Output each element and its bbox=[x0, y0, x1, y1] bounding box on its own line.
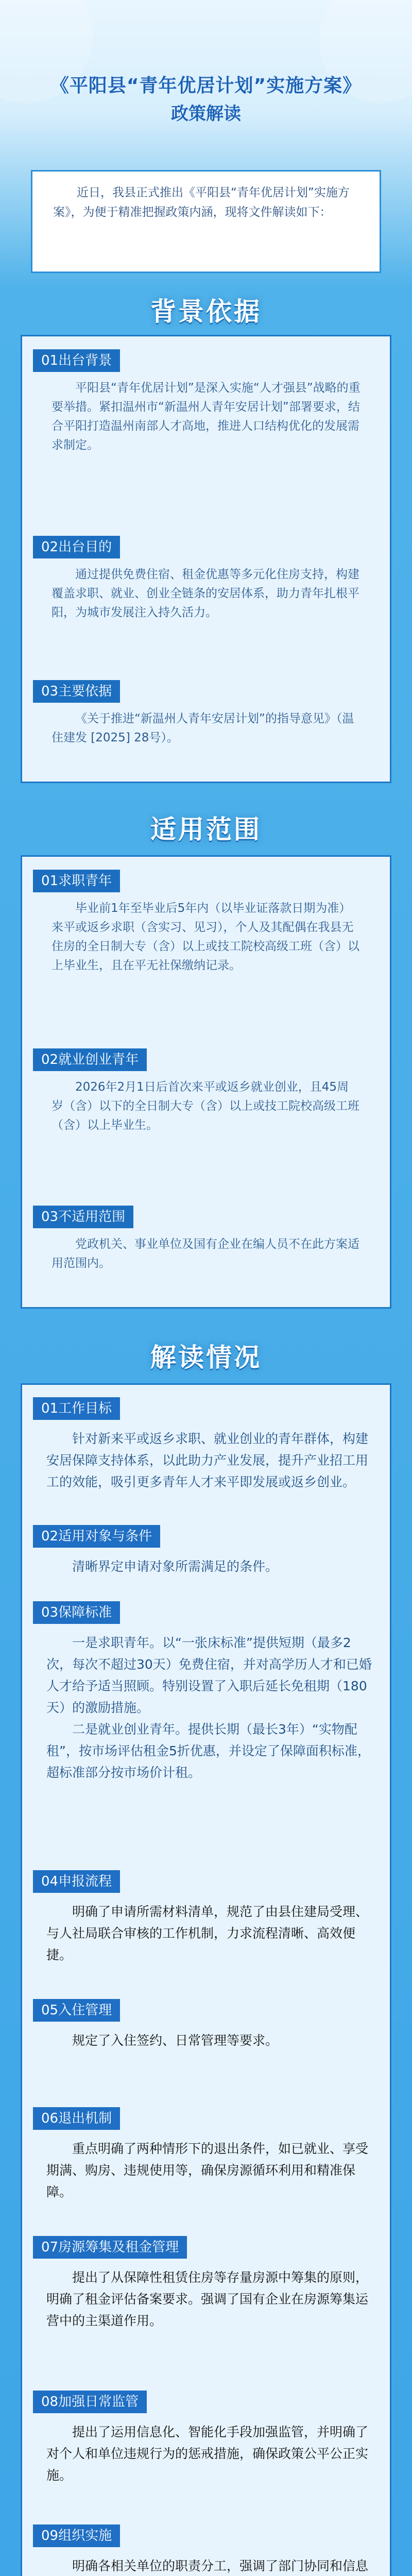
interpret-item-text bbox=[46, 2030, 376, 2052]
interpret-item-text bbox=[46, 2555, 376, 2576]
interpret-item-label: 06退出机制 bbox=[33, 2107, 120, 2130]
interpret-item-text-p: 针对新来平或返乡求职、就业创业的青年群体，构建安居保障支持体系，以此助力产业发展，提升产业招工用工的效能，吸引更多青年人才来平即发展或返乡创业。 bbox=[46, 1431, 369, 1489]
interpret-item-label: 08加强日常监管 bbox=[33, 2391, 147, 2413]
interpret-item-text bbox=[46, 1556, 376, 1578]
background-item-text bbox=[52, 565, 360, 622]
section-title-interpret: 解读情况 bbox=[150, 1343, 262, 1372]
background-item-text-p: 《关于推进“新温州人青年安居计划”的指导意见》（温住建发 [2025] 28号）。 bbox=[52, 712, 354, 744]
interpret-item-text-p: 规定了入住签约、日常管理等要求。 bbox=[72, 2033, 279, 2048]
interpret-item-text-p: 明确各相关单位的职责分工，强调了部门协同和信息 bbox=[72, 2558, 369, 2573]
background-item-text bbox=[52, 709, 360, 748]
background-item-label: 02出台目的 bbox=[33, 536, 120, 558]
scope-item-text-p: 2026年2月1日后首次来平或返乡就业创业，且45周岁（含）以下的全日制大专（含）以上或技工院校高级工班（含）以上毕业生。 bbox=[52, 1080, 359, 1132]
interpret-item-text-p: 重点明确了两种情形下的退出条件，如已就业、享受期满、购房、违规使用等，确保房源循环利用和精准保障。 bbox=[46, 2141, 369, 2199]
section-title-background: 背景依据 bbox=[150, 297, 262, 327]
interpret-item-label: 01工作目标 bbox=[33, 1397, 120, 1420]
section-title-scope: 适用范围 bbox=[150, 815, 262, 844]
background-item-text bbox=[52, 379, 360, 455]
background-item-label: 01出台背景 bbox=[33, 349, 120, 372]
interpret-item-label: 03保障标准 bbox=[33, 1601, 120, 1624]
interpret-item-label: 05入住管理 bbox=[33, 1999, 120, 2022]
scope-item-label: 03不适用范围 bbox=[33, 1206, 133, 1228]
background-item-text-p: 通过提供免费住宿、租金优惠等多元化住房支持，构建覆盖求职、就业、创业全链条的安居体系，助力青年扎根平阳，为城市发展注入持久活力。 bbox=[52, 568, 359, 619]
page-title: 《平阳县“青年优居计划”实施方案》 bbox=[50, 75, 362, 96]
interpret-item-text-p: 提出了运用信息化、智能化手段加强监管，并明确了对个人和单位违规行为的惩戒措施，确保政策公平公正实施。 bbox=[46, 2425, 369, 2483]
interpret-item-label: 09组织实施 bbox=[33, 2524, 120, 2547]
scope-item-label: 02就业创业青年 bbox=[33, 1048, 147, 1071]
background-item-text-p: 平阳县“青年优居计划”是深入实施“人才强县”战略的重要举措。紧扣温州市“新温州人青年安居计划”部署要求，结合平阳打造温州南部人才高地，推进人口结构优化的发展需求制定。 bbox=[52, 381, 360, 452]
interpret-item-text bbox=[46, 1901, 376, 1966]
intro-text: 近日，我县正式推出《平阳县“青年优居计划”实施方案》，为便于精准把握政策内涵，现将文件解读如下： bbox=[53, 186, 350, 219]
scope-item-text bbox=[52, 1235, 360, 1273]
interpret-item-label: 07房源筹集及租金管理 bbox=[33, 2236, 187, 2259]
interpret-item-text bbox=[46, 2138, 376, 2203]
interpret-item-text bbox=[46, 1428, 376, 1493]
page-header bbox=[31, 72, 381, 128]
interpret-item-text-p2: 二是就业创业青年。提供长期（最长3年）“实物配租”，按市场评估租金5折优惠，并设定了保障面积标准，超标准部分按市场价计租。 bbox=[46, 1722, 370, 1780]
background-item-label: 03主要依据 bbox=[33, 680, 120, 703]
scope-item-text-p: 毕业前1年至毕业后5年内（以毕业证落款日期为准）来平或返乡求职（含实习、见习），个人及其配偶在我县无住房的全日制大专（含）以上或技工院校高级工班（含）以上毕业生，且在平无社保缴纳记录。 bbox=[52, 902, 359, 972]
interpret-item-text bbox=[46, 2421, 376, 2486]
page-subtitle: 政策解读 bbox=[171, 104, 241, 124]
intro-box bbox=[31, 170, 381, 273]
interpret-item-label: 02适用对象与条件 bbox=[33, 1525, 160, 1548]
scope-item-text bbox=[52, 899, 360, 975]
interpret-item-text-p: 一是求职青年。以“一张床标准”提供短期（最多2次，每次不超过30天）免费住宿，并对高学历人才和已婚人才给予适当照顾。特别设置了入职后延长免租期（180天）的激励措施。 bbox=[46, 1635, 372, 1715]
scope-item-text-p: 党政机关、事业单位及国有企业在编人员不在此方案适用范围内。 bbox=[52, 1238, 359, 1270]
interpret-item-text-p: 清晰界定申请对象所需满足的条件。 bbox=[72, 1559, 279, 1574]
interpret-item-text-p: 提出了从保障性租赁住房等存量房源中筹集的原则，明确了租金评估备案要求。强调了国有企业在房源筹集运营中的主渠道作用。 bbox=[46, 2270, 369, 2328]
scope-item-text bbox=[52, 1078, 360, 1135]
interpret-item-text-p: 明确了申请所需材料清单，规范了由县住建局受理、与人社局联合审核的工作机制，力求流程清晰、高效便捷。 bbox=[46, 1904, 369, 1962]
interpret-item-text bbox=[46, 1632, 376, 1784]
interpret-item-label: 04申报流程 bbox=[33, 1870, 120, 1893]
interpret-item-text bbox=[46, 2267, 376, 2332]
scope-item-label: 01求职青年 bbox=[33, 870, 120, 892]
